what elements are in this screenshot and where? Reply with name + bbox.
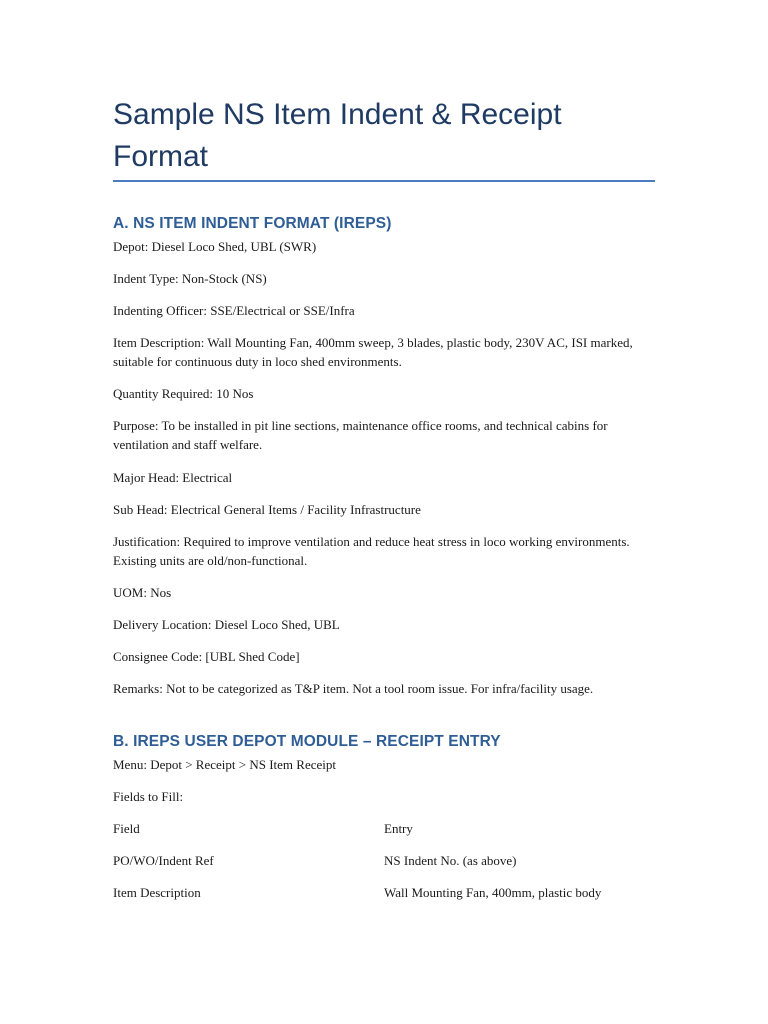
remarks-line: Remarks: Not to be categorized as T&P item. Not a tool room issue. For infra/facility usage. xyxy=(113,681,594,696)
delivery-location-line: Delivery Location: Diesel Loco Shed, UBL xyxy=(113,617,340,632)
section-b-heading: B. IREPS USER DEPOT MODULE – RECEIPT ENTRY xyxy=(113,733,501,750)
document-title: Sample NS Item Indent & Receipt Format xyxy=(113,98,562,173)
item-description-line: Item Description: Wall Mounting Fan, 400mm sweep, 3 blades, plastic body, 230V AC, ISI marked, suitable for continuous duty in loco shed environments. xyxy=(113,335,633,369)
table-cell-field: Item Description xyxy=(113,885,201,900)
indenting-officer-line: Indenting Officer: SSE/Electrical or SSE/Infra xyxy=(113,303,355,318)
title-underline xyxy=(113,180,655,182)
table-row xyxy=(113,883,655,902)
table-header-field: Field xyxy=(113,821,140,836)
indent-type-line: Indent Type: Non-Stock (NS) xyxy=(113,271,267,286)
depot-line: Depot: Diesel Loco Shed, UBL (SWR) xyxy=(113,239,317,254)
table-header-entry: Entry xyxy=(384,821,413,836)
table-header-row xyxy=(113,819,655,838)
menu-path-line: Menu: Depot > Receipt > NS Item Receipt xyxy=(113,757,336,772)
uom-line: UOM: Nos xyxy=(113,585,172,600)
table-cell-field: PO/WO/Indent Ref xyxy=(113,853,214,868)
table-cell-entry: Wall Mounting Fan, 400mm, plastic body xyxy=(384,885,602,900)
table-row xyxy=(113,851,655,870)
quantity-line: Quantity Required: 10 Nos xyxy=(113,386,254,401)
major-head-line: Major Head: Electrical xyxy=(113,470,233,485)
consignee-code-line: Consignee Code: [UBL Shed Code] xyxy=(113,649,300,664)
justification-line: Justification: Required to improve ventilation and reduce heat stress in loco working environments. Existing units are old/non-functional. xyxy=(113,534,630,568)
fields-intro-line: Fields to Fill: xyxy=(113,789,184,804)
section-a-heading: A. NS ITEM INDENT FORMAT (IREPS) xyxy=(113,215,392,232)
table-cell-entry: NS Indent No. (as above) xyxy=(384,853,517,868)
sub-head-line: Sub Head: Electrical General Items / Facility Infrastructure xyxy=(113,502,421,517)
purpose-line: Purpose: To be installed in pit line sections, maintenance office rooms, and technical cabins for ventilation and staff welfare. xyxy=(113,418,608,452)
